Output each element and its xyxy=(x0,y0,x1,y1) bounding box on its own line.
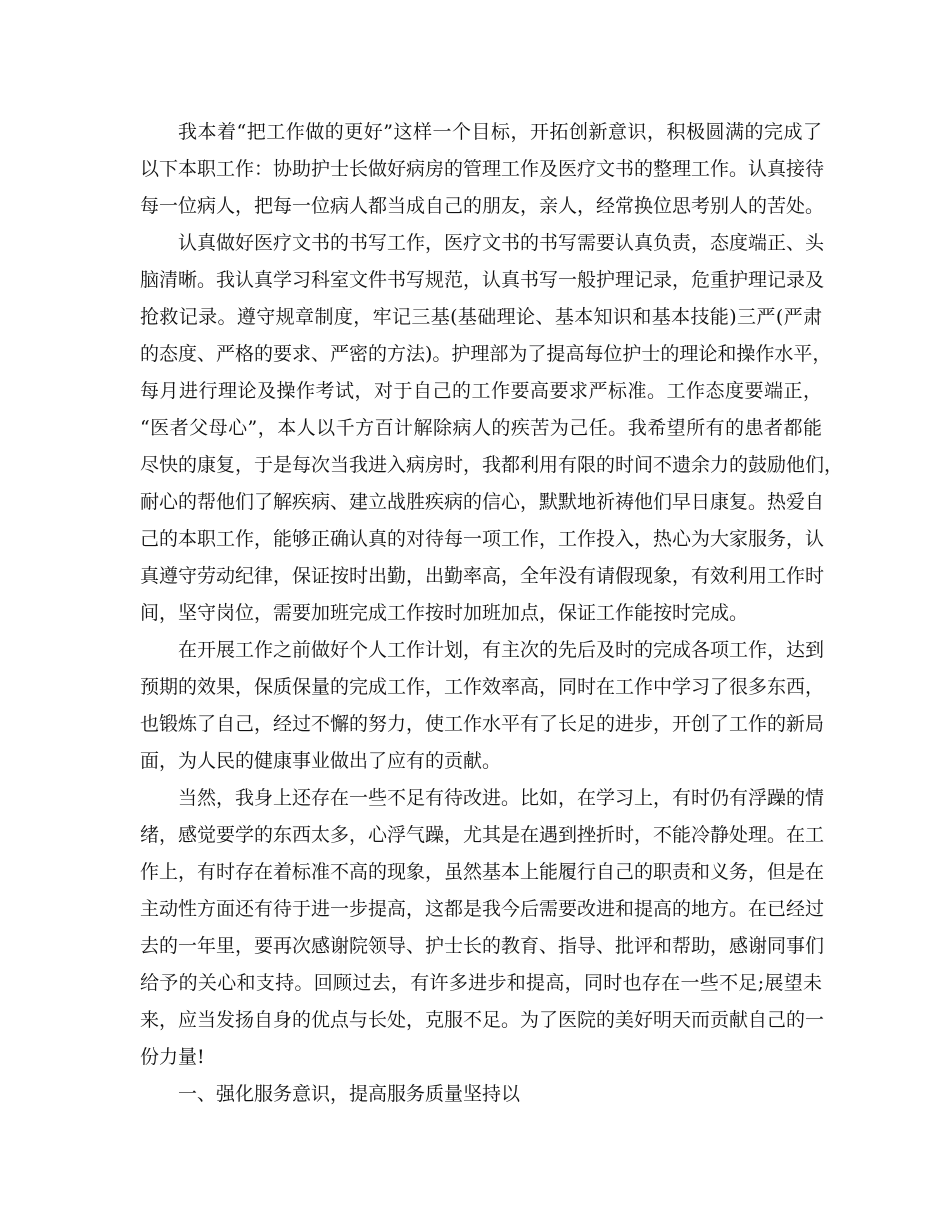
text-line: 真遵守劳动纪律，保证按时出勤，出勤率高，全年没有请假现象，有效利用工作时 xyxy=(140,565,825,587)
text-line: 抢救记录。遵守规章制度，牢记三基(基础理论、基本知识和基本技能)三严(严肃 xyxy=(140,306,822,328)
text-line: 己的本职工作，能够正确认真的对待每一项工作，工作投入，热心为大家服务，认 xyxy=(140,528,825,550)
text-line: 主动性方面还有待于进一步提高，这都是我今后需要改进和提高的地方。在已经过 xyxy=(140,898,825,920)
text-line: 间，坚守岗位，需要加班完成工作按时加班加点，保证工作能按时完成。 xyxy=(140,602,749,624)
text-line: 以下本职工作：协助护士长做好病房的管理工作及医疗文书的整理工作。认真接待 xyxy=(140,158,825,180)
section-heading: 一、强化服务意识，提高服务质量坚持以 xyxy=(178,1083,521,1105)
text-line: 份力量! xyxy=(140,1046,205,1068)
text-line: 当然，我身上还存在一些不足有待改进。比如，在学习上，有时仍有浮躁的情 xyxy=(178,787,825,809)
text-line: 作上，有时存在着标准不高的现象，虽然基本上能履行自己的职责和义务，但是在 xyxy=(140,861,825,883)
text-line: 脑清晰。我认真学习科室文件书写规范，认真书写一般护理记录，危重护理记录及 xyxy=(140,269,825,291)
text-line: 去的一年里，要再次感谢院领导、护士长的教育、指导、批评和帮助，感谢同事们 xyxy=(140,935,825,957)
text-line: 每一位病人，把每一位病人都当成自己的朋友，亲人，经常换位思考别人的苦处。 xyxy=(140,195,825,217)
text-line: 尽快的康复，于是每次当我进入病房时，我都利用有限的时间不遗余力的鼓励他们， xyxy=(140,454,844,476)
text-line: 来，应当发扬自身的优点与长处，克服不足。为了医院的美好明天而贡献自己的一 xyxy=(140,1009,825,1031)
text-line: 认真做好医疗文书的书写工作，医疗文书的书写需要认真负责，态度端正、头 xyxy=(178,232,825,254)
text-line: 也锻炼了自己，经过不懈的努力，使工作水平有了长足的进步，开创了工作的新局 xyxy=(140,713,825,735)
text-line: 在开展工作之前做好个人工作计划，有主次的先后及时的完成各项工作，达到 xyxy=(178,639,825,661)
text-line: 给予的关心和支持。回顾过去，有许多进步和提高，同时也存在一些不足;展望未 xyxy=(140,972,822,994)
text-line: 的态度、严格的要求、严密的方法)。护理部为了提高每位护士的理论和操作水平， xyxy=(140,343,832,365)
text-line: 面，为人民的健康事业做出了应有的贡献。 xyxy=(140,750,502,772)
text-line: 每月进行理论及操作考试，对于自己的工作要高要求严标准。工作态度要端正， xyxy=(140,380,822,402)
text-line: “医者父母心”，本人以千方百计解除病人的疾苦为己任。我希望所有的患者都能 xyxy=(140,417,822,439)
document-body xyxy=(140,114,844,1113)
text-line: 我本着“把工作做的更好”这样一个目标，开拓创新意识，积极圆满的完成了 xyxy=(178,121,822,143)
text-line: 绪，感觉要学的东西太多，心浮气躁，尤其是在遇到挫折时，不能冷静处理。在工 xyxy=(140,824,825,846)
text-line: 预期的效果，保质保量的完成工作，工作效率高，同时在工作中学习了很多东西， xyxy=(140,676,825,698)
text-line: 耐心的帮他们了解疾病、建立战胜疾病的信心，默默地祈祷他们早日康复。热爱自 xyxy=(140,491,825,513)
